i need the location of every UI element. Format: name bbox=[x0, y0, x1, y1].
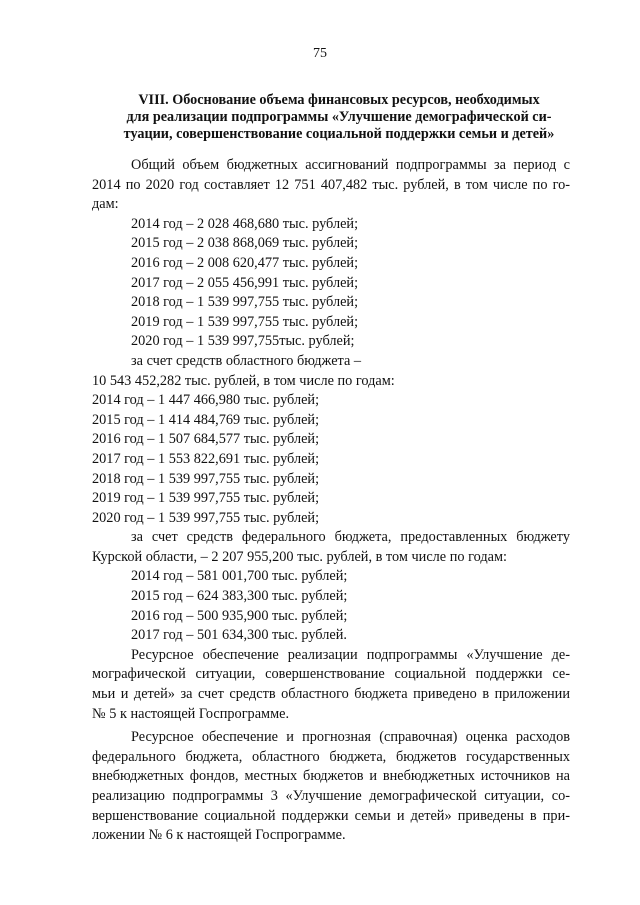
list-item: 2019 год – 1 539 997,755 тыс. рублей; bbox=[131, 313, 359, 330]
intro-line: дам: bbox=[92, 196, 119, 213]
forecast-para-line: внебюджетных фондов, местных бюджетов и внебюджетных источников на bbox=[92, 768, 570, 785]
resource-para-line: Ресурсное обеспечение реализации подпрограммы «Улучшение де- bbox=[131, 646, 570, 663]
list-item: 2020 год – 1 539 997,755тыс. рублей; bbox=[131, 333, 355, 350]
forecast-para-line: вершенствование социальной поддержки семьи и детей» приведены в при- bbox=[92, 807, 570, 824]
list-item: 2016 год – 500 935,900 тыс. рублей; bbox=[131, 607, 348, 624]
page-number: 75 bbox=[313, 46, 327, 61]
list-item: 2014 год – 1 447 466,980 тыс. рублей; bbox=[92, 392, 320, 409]
list-item: 2018 год – 1 539 997,755 тыс. рублей; bbox=[131, 294, 359, 311]
section-body bbox=[92, 156, 570, 846]
section-heading bbox=[118, 92, 560, 143]
list-item: 2017 год – 1 553 822,691 тыс. рублей; bbox=[92, 450, 320, 467]
federal-line: Курской области, – 2 207 955,200 тыс. рублей, в том числе по годам: bbox=[92, 548, 507, 565]
forecast-para-line: реализацию подпрограммы 3 «Улучшение демографической ситуации, со- bbox=[92, 788, 570, 804]
list-item: 2018 год – 1 539 997,755 тыс. рублей; bbox=[92, 470, 320, 487]
list-item: 2016 год – 1 507 684,577 тыс. рублей; bbox=[92, 431, 320, 448]
list-item: 2020 год – 1 539 997,755 тыс. рублей; bbox=[92, 509, 320, 526]
list-item: 2015 год – 624 383,300 тыс. рублей; bbox=[131, 588, 348, 605]
list-item: 2019 год – 1 539 997,755 тыс. рублей; bbox=[92, 490, 320, 507]
intro-line: 2014 по 2020 год составляет 12 751 407,482 тыс. рублей, в том числе по го- bbox=[92, 176, 570, 193]
resource-para-line: мьи и детей» за счет средств областного бюджета приведено в приложении bbox=[92, 686, 570, 703]
list-item: 2015 год – 2 038 868,069 тыс. рублей; bbox=[131, 235, 359, 252]
federal-line: за счет средств федерального бюджета, предоставленных бюджету bbox=[131, 529, 570, 546]
forecast-para-line: ложении № 6 к настоящей Госпрограмме. bbox=[92, 827, 346, 844]
federal-by-year-list bbox=[92, 567, 570, 645]
regional-line: за счет средств областного бюджета – bbox=[131, 352, 362, 369]
resource-para-line: № 5 к настоящей Госпрограмме. bbox=[92, 705, 290, 722]
regional-line: 10 543 452,282 тыс. рублей, в том числе по годам: bbox=[92, 372, 395, 389]
forecast-para-line: Ресурсное обеспечение и прогнозная (справочная) оценка расходов bbox=[131, 729, 570, 746]
resource-para-line: мографической ситуации, совершенствование социальной поддержки се- bbox=[92, 666, 570, 683]
list-item: 2017 год – 2 055 456,991 тыс. рублей; bbox=[131, 274, 359, 291]
total-by-year-list bbox=[92, 215, 570, 352]
list-item: 2014 год – 2 028 468,680 тыс. рублей; bbox=[131, 215, 359, 232]
regional-by-year-list bbox=[92, 391, 570, 528]
list-item: 2015 год – 1 414 484,769 тыс. рублей; bbox=[92, 411, 320, 428]
heading-line: туации, совершенствование социальной поддержки семьи и детей» bbox=[123, 126, 555, 142]
heading-line: для реализации подпрограммы «Улучшение демографической си- bbox=[126, 109, 552, 125]
list-item: 2017 год – 501 634,300 тыс. рублей. bbox=[131, 627, 347, 644]
intro-line: Общий объем бюджетных ассигнований подпрограммы за период с bbox=[131, 157, 570, 173]
list-item: 2014 год – 581 001,700 тыс. рублей; bbox=[131, 568, 348, 585]
forecast-para-line: федерального бюджета, областного бюджета, бюджетов государственных bbox=[92, 748, 570, 765]
heading-line: VIII. Обоснование объема финансовых ресурсов, необходимых bbox=[138, 92, 540, 108]
list-item: 2016 год – 2 008 620,477 тыс. рублей; bbox=[131, 254, 359, 271]
